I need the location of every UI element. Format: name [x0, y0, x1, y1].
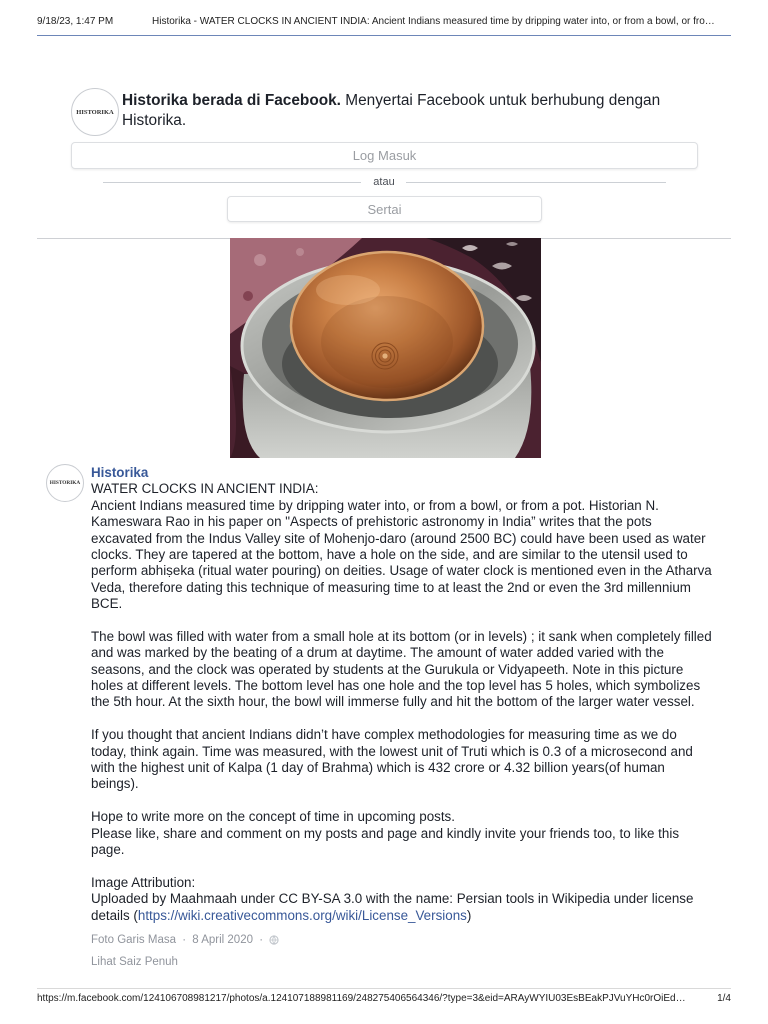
post-text-line: Veda, therefore dating this technique of measuring time to at least the 2nd or even the 3rd millennium: [91, 579, 691, 595]
post-text-line: Kameswara Rao in his paper on "Aspects of prehistoric astronomy in India” writes that the pots: [91, 514, 652, 530]
post-meta: [91, 933, 279, 947]
post-text-line: The bowl was filled with water from a small hole at its bottom (or in levels) ; it sank when completely filled: [91, 628, 712, 644]
view-full-size-link[interactable]: Lihat Saiz Penuh: [91, 956, 178, 968]
meta-separator: ·: [182, 934, 187, 946]
post-text-line: WATER CLOCKS IN ANCIENT INDIA:: [91, 481, 319, 497]
post-text-line: BCE.: [91, 596, 123, 612]
login-prompt-message: Menyertai Facebook untuk berhubung dengan Historika.: [122, 92, 661, 129]
globe-icon: [269, 935, 279, 945]
post-text-line: seasons, and the clock was operated by students at the Gurukula or Vidyapeeth. Note in this picture: [91, 661, 684, 677]
print-header-datetime: 9/18/23, 1:47 PM: [37, 16, 114, 27]
attribution-details-prefix: details (: [91, 907, 138, 923]
author-avatar[interactable]: [46, 464, 84, 502]
post-text-line: and was marked by the beating of a drum at daytime. The amount of water added varied with the: [91, 645, 664, 661]
post-text-line: excavated from the Indus Valley site of Mohenjo-daro (around 2500 BC) could have been used as water: [91, 530, 706, 546]
license-link[interactable]: https://wiki.creativecommons.org/wiki/License_Versions: [137, 907, 467, 923]
album-link[interactable]: Foto Garis Masa: [91, 934, 176, 946]
divider-line-left: [103, 182, 361, 183]
post-text-line: perform abhiṣeka (ritual water pouring) on deities. Usage of water clock is mentioned even in the Atharva: [91, 563, 712, 579]
login-prompt-text: [122, 91, 678, 131]
post-text-line: Please like, share and comment on my posts and page and kindly invite your friends too, to like this: [91, 825, 680, 841]
login-button-label: Log Masuk: [352, 148, 417, 163]
author-avatar-logo: HISTORIKA: [49, 480, 81, 486]
post-text-line: holes at different levels. The bottom level has one hole and the top level has 5 holes, which symbolizes: [91, 678, 701, 694]
post-author-name[interactable]: Historika: [91, 465, 149, 480]
login-prompt-title: Historika berada di Facebook.: [122, 92, 341, 109]
meta-separator: ·: [259, 934, 264, 946]
post-paragraph: [91, 629, 731, 711]
post-text-line: page.: [91, 841, 125, 857]
post-paragraph: [91, 809, 731, 858]
page-avatar-logo: HISTORIKA: [76, 108, 114, 116]
header-divider: [37, 35, 731, 36]
divider-text: atau: [373, 176, 395, 188]
post-date-link[interactable]: 8 April 2020: [192, 934, 253, 946]
post-text-line: with the highest unit of Kalpa (1 day of Brahma) which is 432 crore or 4.32 billion years(of human: [91, 760, 665, 776]
attribution-line: Uploaded by Maahmaah under CC BY-SA 3.0 with the name: Persian tools in Wikipedia under license: [91, 891, 694, 907]
print-header-title: Historika - WATER CLOCKS IN ANCIENT INDIA: Ancient Indians measured time by dripping water into, or from a bowl, or fro…: [152, 16, 715, 27]
post-paragraph: [91, 727, 731, 793]
footer-divider: [37, 988, 731, 989]
post-text-line: Ancient Indians measured time by dripping water into, or from a bowl, or from a pot. Historian N.: [91, 497, 659, 513]
attribution-heading: Image Attribution:: [91, 874, 196, 890]
login-button[interactable]: [71, 142, 698, 169]
signup-button[interactable]: [227, 196, 542, 222]
post-text-line: If you thought that ancient Indians didn’t have complex methodologies for measuring time as we do: [91, 727, 677, 743]
page-avatar[interactable]: [71, 88, 119, 136]
attribution-details: [91, 908, 731, 924]
post-content: [91, 465, 731, 924]
print-footer-page-number: 1/4: [717, 993, 731, 1004]
attribution-details-suffix: ): [466, 907, 472, 923]
post-paragraph: [91, 481, 731, 612]
post-text-line: the 5th hour. At the sixth hour, the bowl will immerse fully and hit the bottom of the larger water vessel.: [91, 694, 695, 710]
image-attribution: [91, 875, 731, 924]
print-footer-url: https://m.facebook.com/124106708981217/photos/a.124107188981169/248275406564346/?type=3&eid=ARAyWYIU03EsBEakPJVuYHc0rOiEd…: [37, 993, 686, 1004]
signup-button-label: Sertai: [367, 201, 402, 217]
post-text-line: beings).: [91, 776, 139, 792]
post-text-line: clocks. They are tapered at the bottom, have a hole on the side, and are similar to the utensil used to: [91, 546, 688, 562]
post-text-line: today, think again. Time was measured, with the lowest unit of Truti which is 0.3 of a microsecond and: [91, 743, 693, 759]
post-photo[interactable]: [230, 238, 541, 458]
post-text-line: Hope to write more on the concept of time in upcoming posts.: [91, 809, 455, 825]
divider-line-right: [406, 182, 666, 183]
